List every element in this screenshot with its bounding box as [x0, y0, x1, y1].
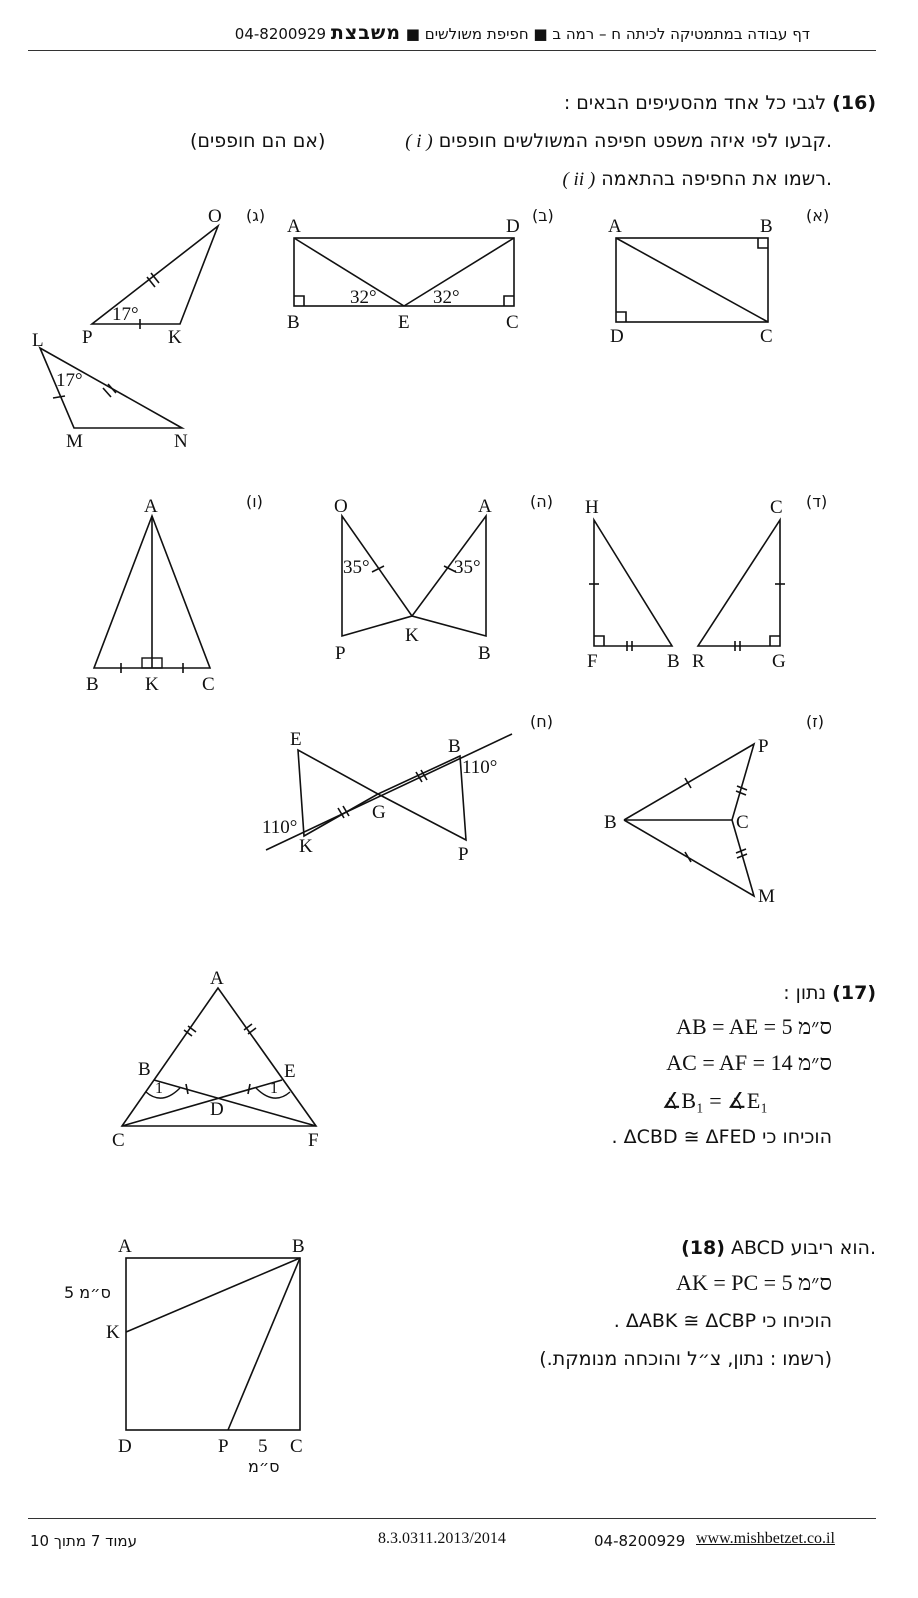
- header-topic: חפיפת משולשים: [424, 25, 529, 43]
- svg-text:P: P: [82, 327, 93, 348]
- footer-divider: [28, 1518, 876, 1519]
- svg-text:K: K: [299, 836, 313, 857]
- q16-part-i-label: ( i ): [405, 131, 433, 152]
- svg-text:B: B: [86, 674, 99, 695]
- svg-text:B: B: [478, 643, 491, 664]
- logo: משבצת: [330, 22, 402, 44]
- q18-note: (רשמו : נתון, צ״ל והוכחה מנומקת.): [539, 1348, 832, 1370]
- diagram-e: [334, 496, 492, 664]
- q18-number: (18): [681, 1237, 725, 1259]
- angle-110-right: 110°: [462, 757, 498, 778]
- q18-diagram: [0, 1220, 360, 1480]
- svg-text:D: D: [610, 326, 624, 347]
- q18-line1: ABCD הוא ריבוע.: [730, 1237, 876, 1259]
- svg-text:B: B: [448, 736, 461, 757]
- angle-mark-e1: 1: [270, 1080, 278, 1097]
- svg-text:A: A: [608, 216, 622, 237]
- svg-text:C: C: [760, 326, 773, 347]
- header-phone: 04-8200929: [234, 25, 327, 43]
- label-b: (ב): [532, 206, 554, 225]
- svg-text:M: M: [66, 431, 83, 452]
- svg-text:K: K: [145, 674, 159, 695]
- diagram-b: [287, 216, 520, 333]
- svg-text:D: D: [118, 1436, 132, 1457]
- q16-number: (16): [832, 92, 876, 114]
- svg-text:C: C: [770, 497, 783, 518]
- svg-text:C: C: [506, 312, 519, 333]
- q18-prove: הוכיחו כי ΔABK ≅ ΔCBP .: [613, 1310, 832, 1332]
- svg-text:P: P: [218, 1436, 229, 1457]
- q16-part-i-note: (אם הם חופפים): [190, 130, 326, 152]
- angle-110-left: 110°: [262, 817, 298, 838]
- angle-17-c2: 17°: [56, 370, 83, 391]
- svg-text:E: E: [398, 312, 410, 333]
- svg-text:D: D: [506, 216, 520, 237]
- svg-text:A: A: [144, 496, 158, 517]
- svg-text:B: B: [138, 1059, 151, 1080]
- q17-diagram: [0, 950, 360, 1160]
- label-e: (ה): [530, 492, 553, 511]
- diagram-a: [608, 216, 773, 347]
- svg-text:E: E: [284, 1061, 296, 1082]
- q17-line3: ∡B₁ = ∡E₁: [661, 1088, 768, 1113]
- footer-url[interactable]: www.mishbetzet.co.il: [696, 1530, 835, 1547]
- svg-text:D: D: [210, 1099, 224, 1120]
- q16-part-i-text: קבעו לפי איזה משפט חפיפה המשולשים חופפים.: [438, 130, 832, 152]
- page-header: דף עבודה במתמטיקה לכיתה ח – רמה ב ■ חפיפת משולשים ■ משבצת 04-8200929: [234, 22, 810, 44]
- svg-text:A: A: [478, 496, 492, 517]
- q17-given-row: [783, 982, 876, 1004]
- angle-35-right: 35°: [454, 557, 481, 578]
- svg-text:C: C: [290, 1436, 303, 1457]
- q18-line2: AK = PC = ס״מ 5: [676, 1270, 832, 1295]
- svg-text:C: C: [112, 1130, 125, 1151]
- svg-text:L: L: [32, 330, 44, 351]
- svg-text:A: A: [287, 216, 301, 237]
- angle-mark-b1: 1: [155, 1080, 163, 1097]
- svg-text:P: P: [758, 736, 769, 757]
- svg-text:H: H: [585, 497, 599, 518]
- svg-text:B: B: [760, 216, 773, 237]
- svg-text:C: C: [736, 812, 749, 833]
- svg-text:A: A: [210, 968, 224, 989]
- svg-text:F: F: [587, 651, 598, 672]
- svg-text:B: B: [604, 812, 617, 833]
- svg-text:P: P: [335, 643, 346, 664]
- svg-text:A: A: [118, 1236, 132, 1257]
- svg-text:K: K: [405, 625, 419, 646]
- angle-35-left: 35°: [343, 557, 370, 578]
- svg-text:K: K: [168, 327, 182, 348]
- svg-text:P: P: [458, 844, 469, 865]
- svg-text:R: R: [692, 651, 705, 672]
- side-label-5cm: 5 ס״מ: [64, 1283, 111, 1302]
- label-g: (ז): [806, 712, 825, 731]
- svg-text:M: M: [758, 886, 775, 907]
- q18-row1: [681, 1237, 876, 1259]
- diagram-g: [604, 736, 775, 907]
- q16-intro: לגבי כל אחד מהסעיפים הבאים :: [563, 92, 827, 114]
- label-f: (ו): [246, 492, 263, 511]
- svg-text:O: O: [208, 206, 222, 227]
- angle-17-c1: 17°: [112, 304, 139, 325]
- diagram-d: [585, 497, 786, 672]
- q16-part-ii-label: ( ii ): [562, 169, 596, 190]
- svg-text:N: N: [174, 431, 188, 452]
- q17-line2: AC = AF = ס״מ 14: [666, 1050, 832, 1075]
- q16-part-ii-text: רשמו את החפיפה בהתאמה.: [601, 168, 832, 190]
- diagram-f: [86, 496, 215, 695]
- svg-text:O: O: [334, 496, 348, 517]
- svg-text:E: E: [290, 729, 302, 750]
- label-h: (ח): [530, 712, 553, 731]
- diagram-c: [32, 206, 222, 452]
- q17-number: (17): [832, 982, 876, 1004]
- q17-prove: הוכיחו כי ΔCBD ≅ ΔFED .: [611, 1126, 832, 1148]
- footer-code: 8.3.0311.2013/2014: [378, 1530, 506, 1547]
- svg-text:G: G: [772, 651, 786, 672]
- q17-given: נתון :: [783, 982, 827, 1004]
- header-title: דף עבודה במתמטיקה לכיתה ח – רמה ב: [552, 25, 810, 43]
- bottom-unit: ס״מ: [248, 1457, 280, 1476]
- footer-page: עמוד 7 מתוך 10: [30, 1532, 137, 1550]
- label-a: (א): [806, 206, 830, 225]
- diagram-h: [262, 729, 512, 865]
- footer-phone: 04-8200929: [594, 1532, 686, 1550]
- svg-text:G: G: [372, 802, 386, 823]
- label-d: (ד): [806, 492, 828, 511]
- svg-text:B: B: [287, 312, 300, 333]
- svg-text:K: K: [106, 1322, 120, 1343]
- svg-text:B: B: [292, 1236, 305, 1257]
- q17-line1: AB = AE = ס״מ 5: [676, 1014, 832, 1039]
- angle-32-right: 32°: [433, 287, 460, 308]
- svg-text:C: C: [202, 674, 215, 695]
- label-c: (ג): [246, 206, 266, 225]
- svg-text:F: F: [308, 1130, 319, 1151]
- svg-text:B: B: [667, 651, 680, 672]
- angle-32-left: 32°: [350, 287, 377, 308]
- bottom-num: 5: [258, 1436, 268, 1457]
